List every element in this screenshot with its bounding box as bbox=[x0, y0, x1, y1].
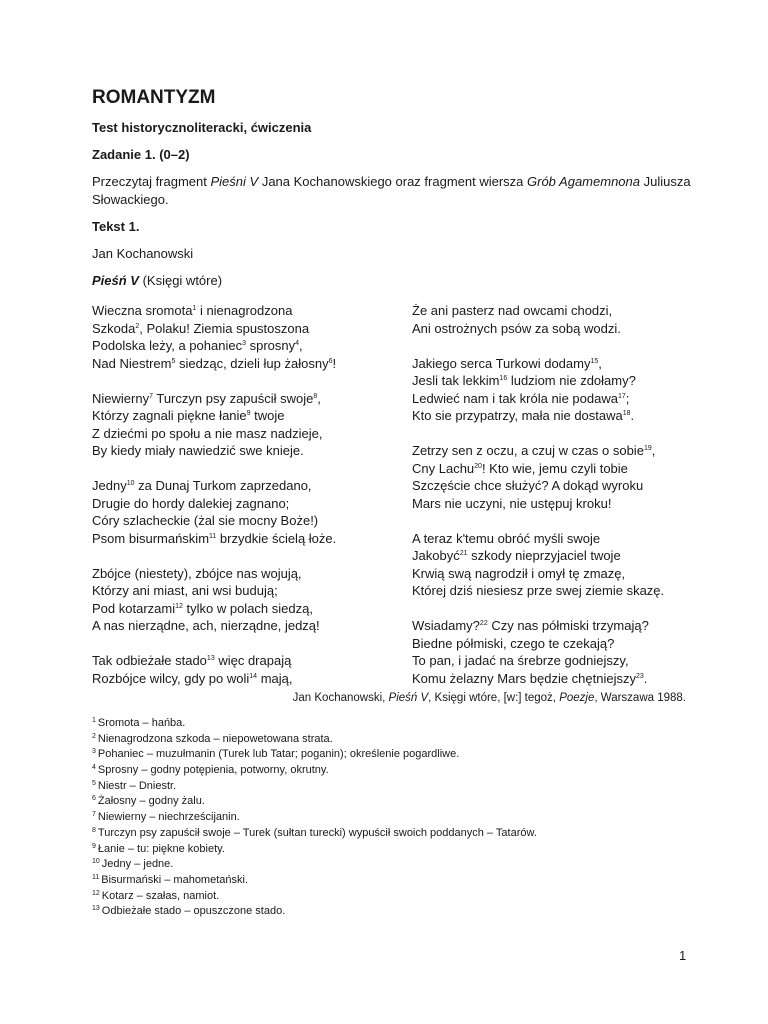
footnote-marker: 13 bbox=[206, 655, 215, 662]
poem-line bbox=[412, 460, 732, 478]
footnote-text: Odbieżałe stado – opuszczone stado. bbox=[101, 905, 286, 918]
poem-column-right bbox=[412, 302, 732, 687]
footnote-marker: 5 bbox=[171, 357, 176, 365]
poem-text: Ledwieć nam i tak króla nie podawa bbox=[412, 390, 618, 406]
poem-text: Podolska leży, a pohaniec bbox=[92, 338, 243, 353]
footnote-number: 12 bbox=[92, 889, 100, 897]
footnote-number: 11 bbox=[92, 873, 100, 881]
poem-text: , bbox=[317, 390, 321, 406]
stanza-break bbox=[412, 512, 732, 530]
poem-text: Jesli tak lekkim bbox=[412, 373, 500, 388]
poem-line bbox=[92, 320, 412, 338]
poem-text: Drugie do hordy dalekiej zagnano; bbox=[92, 495, 290, 511]
poem-text: Komu żelazny Mars będzie chętniejszy bbox=[412, 670, 636, 686]
source-text: , Warszawa 1988. bbox=[594, 692, 686, 704]
poem-text: Rozbójce wilcy, gdy po woli bbox=[92, 670, 250, 686]
poem-text: mają, bbox=[257, 670, 293, 686]
poem-line bbox=[412, 372, 732, 390]
source-work-title: Poezje bbox=[559, 692, 595, 704]
poem-text: Którzy zagnali piękne łanie bbox=[92, 408, 247, 423]
poem-line bbox=[412, 652, 732, 670]
poem-line bbox=[92, 670, 412, 688]
poem-text: , Polaku! Ziemia spustoszona bbox=[139, 320, 310, 336]
document-header bbox=[92, 86, 692, 290]
poem-text: brzydkie ścielą łoże. bbox=[216, 530, 337, 546]
poem-text: Mars nie uczyni, nie ustępuj kroku! bbox=[412, 495, 612, 511]
footnote-marker: 15 bbox=[590, 357, 599, 365]
poem-line bbox=[412, 442, 732, 460]
stanza-break bbox=[412, 600, 732, 618]
footnote-number: 6 bbox=[92, 795, 96, 803]
poem-text: za Dunaj Turkom zaprzedano, bbox=[134, 478, 312, 493]
footnote bbox=[92, 779, 692, 795]
poem-line bbox=[412, 495, 732, 513]
footnote-marker: 9 bbox=[246, 410, 251, 417]
poem-text: siedząc, dzieli łup żałosny bbox=[175, 355, 329, 371]
poem-line bbox=[412, 565, 732, 583]
poem-line bbox=[92, 442, 412, 460]
poem-text: , bbox=[651, 443, 656, 458]
subtitle: Test historycznoliteracki, ćwiczenia bbox=[92, 120, 312, 135]
poem-line bbox=[412, 617, 732, 635]
footnote-marker: 16 bbox=[499, 375, 508, 382]
text-label: Tekst 1. bbox=[92, 219, 140, 234]
poem-text: ; bbox=[625, 390, 630, 406]
poem-text: Krwią swą nagrodził i omył tę zmazę, bbox=[412, 565, 626, 581]
poem-text: Jedny bbox=[92, 478, 127, 493]
footnote-text: Niewierny – niechrześcijanin. bbox=[97, 811, 240, 824]
poem-text: Z dziećmi po społu a nie masz nadzieje, bbox=[92, 425, 323, 441]
poem-text: Jakiego serca Turkowi dodamy bbox=[412, 355, 591, 371]
poem-text: Czy nas półmiski trzymają? bbox=[487, 618, 649, 633]
poem-text: Biedne półmiski, czego te czekają? bbox=[412, 635, 615, 651]
footnote-text: Sprosny – godny potępienia, potworny, okrutny. bbox=[97, 764, 329, 777]
footnote-marker: 20 bbox=[474, 462, 482, 470]
footnote-text: Kotarz – szałas, namiot. bbox=[101, 889, 220, 902]
poem-text: Że ani pasterz nad owcami chodzi, bbox=[412, 303, 613, 318]
footnote-marker: 7 bbox=[149, 392, 153, 400]
poem-text: Którzy ani miast, ani wsi budują; bbox=[92, 583, 278, 598]
poem-line bbox=[92, 407, 412, 425]
poem-line bbox=[412, 635, 732, 653]
poem-line bbox=[92, 337, 412, 355]
footnote bbox=[92, 826, 692, 842]
poem-text: Wsiadamy? bbox=[412, 618, 480, 633]
poem-text: , bbox=[299, 338, 303, 353]
poem-line bbox=[412, 407, 732, 425]
footnote-number: 2 bbox=[92, 732, 96, 740]
poem-text: Ani ostrożnych psów za sobą wodzi. bbox=[412, 320, 621, 336]
poem-text: Niewierny bbox=[92, 390, 150, 406]
footnote-marker: 3 bbox=[242, 340, 246, 347]
footnote-number: 3 bbox=[92, 748, 96, 756]
footnote bbox=[92, 889, 692, 905]
poem-line bbox=[412, 477, 732, 495]
instruction-work-title: Pieśni V bbox=[210, 174, 259, 189]
poem-text: Pod kotarzami bbox=[92, 600, 176, 616]
footnote-marker: 1 bbox=[192, 305, 197, 312]
poem-text: sprosny bbox=[245, 338, 296, 353]
poem-line bbox=[412, 320, 732, 338]
footnote-number: 7 bbox=[92, 811, 96, 819]
poem-line bbox=[92, 565, 412, 583]
poem-line bbox=[92, 425, 412, 443]
stanza-break bbox=[92, 547, 412, 565]
poem-text: ludziom nie zdołamy? bbox=[507, 373, 636, 388]
poem-line bbox=[412, 547, 732, 565]
poem-text: Szkoda bbox=[92, 320, 136, 336]
poem-text: By kiedy miały nawiedzić swe knieje. bbox=[92, 443, 304, 458]
footnote bbox=[92, 810, 692, 826]
poem-line bbox=[92, 355, 412, 373]
footnote-text: Jedny – jedne. bbox=[101, 858, 174, 871]
footnote bbox=[92, 794, 692, 810]
poem-line bbox=[92, 530, 412, 548]
footnote-text: Pohaniec – muzułmanin (Turek lub Tatar; poganin); określenie pogardliwe. bbox=[97, 748, 460, 761]
footnote-text: Łanie – tu: piękne kobiety. bbox=[97, 842, 225, 855]
footnote-text: Bisurmański – mahometański. bbox=[101, 873, 249, 886]
poem-line bbox=[92, 582, 412, 600]
poem-text: Córy szlacheckie (żal sie mocny Boże!) bbox=[92, 513, 319, 528]
poem-text: , bbox=[598, 355, 602, 371]
footnote-marker: 14 bbox=[249, 672, 258, 680]
footnote-text: Niestr – Dniestr. bbox=[97, 779, 177, 792]
footnote bbox=[92, 873, 692, 889]
footnote bbox=[92, 842, 692, 858]
poem-text: Której dziś niesiesz prze swej ziemie skazę. bbox=[412, 583, 665, 598]
footnote-number: 10 bbox=[92, 858, 100, 866]
footnote-number: 13 bbox=[92, 905, 100, 913]
footnote-text: Sromota – hańba. bbox=[97, 717, 186, 729]
poem-line bbox=[412, 355, 732, 373]
task-heading: Zadanie 1. (0–2) bbox=[92, 147, 190, 162]
poem-subtitle: (Księgi wtóre) bbox=[138, 273, 223, 288]
poem-line bbox=[92, 390, 412, 408]
poem-text: A nas nierządne, ach, nierządne, jedzą! bbox=[92, 618, 320, 633]
poem-text: . bbox=[643, 670, 648, 686]
page-title: ROMANTYZM bbox=[92, 87, 216, 108]
source-work-title: Pieśń V bbox=[388, 692, 429, 704]
poem-text: Nad Niestrem bbox=[92, 355, 172, 371]
poem-text: To pan, i jadać na śrebrze godniejszy, bbox=[412, 653, 629, 668]
poem-column-left bbox=[92, 302, 412, 687]
footnote-marker: 2 bbox=[135, 322, 140, 330]
footnote-marker: 11 bbox=[209, 532, 217, 540]
poem-author: Jan Kochanowski bbox=[92, 246, 194, 261]
footnote bbox=[92, 904, 692, 920]
poem-line bbox=[412, 302, 732, 320]
footnote-marker: 19 bbox=[643, 445, 652, 452]
poem-text: ! bbox=[332, 355, 337, 371]
poem-line bbox=[412, 530, 732, 548]
poem-title: Pieśń V bbox=[92, 273, 139, 288]
footnote-marker: 18 bbox=[622, 410, 631, 417]
poem-text: Tak odbieżałe stado bbox=[92, 653, 207, 668]
poem-text: Cny Lachu bbox=[412, 460, 475, 476]
footnote bbox=[92, 716, 692, 732]
poem-text: Jakobyć bbox=[412, 548, 460, 563]
footnote bbox=[92, 763, 692, 779]
poem-text: Wieczna sromota bbox=[92, 303, 193, 318]
stanza-break bbox=[92, 372, 412, 390]
poem-text: Kto sie przypatrzy, mała nie dostawa bbox=[412, 408, 623, 423]
footnote bbox=[92, 747, 692, 763]
footnote-number: 1 bbox=[92, 717, 96, 724]
poem-text: więc drapają bbox=[214, 653, 292, 668]
footnote-text: Nienagrodzona szkoda – niepowetowana strata. bbox=[97, 732, 333, 745]
poem-line bbox=[92, 512, 412, 530]
poem-line bbox=[412, 390, 732, 408]
poem-line bbox=[412, 670, 732, 688]
poem-line bbox=[92, 302, 412, 320]
instruction-work-title: Grób Agamemnona bbox=[527, 174, 640, 189]
stanza-break bbox=[412, 425, 732, 443]
instruction-text: Jana Kochanowskiego oraz fragment wiersza bbox=[258, 174, 528, 189]
footnote-marker: 8 bbox=[313, 392, 318, 400]
poem-text: . bbox=[630, 408, 635, 423]
footnote-marker: 22 bbox=[479, 620, 488, 627]
footnote-text: Turczyn psy zapuścił swoje – Turek (sułtan turecki) wypuścił swoich poddanych – Tatarów. bbox=[97, 826, 537, 839]
footnote-marker: 23 bbox=[636, 672, 644, 680]
poem-text: Zetrzy sen z oczu, a czuj w czas o sobie bbox=[412, 443, 644, 458]
poem-text: Zbójce (niestety), zbójce nas wojują, bbox=[92, 565, 302, 581]
footnote bbox=[92, 732, 692, 748]
poem-text: ! Kto wie, jemu czyli tobie bbox=[481, 460, 628, 476]
poem-line bbox=[92, 617, 412, 635]
stanza-break bbox=[92, 460, 412, 478]
poem-heading bbox=[92, 272, 692, 290]
footnote-marker: 6 bbox=[328, 357, 333, 365]
poem-text: i nienagrodzona bbox=[196, 303, 293, 318]
footnote-number: 4 bbox=[92, 764, 96, 772]
poem-line bbox=[412, 582, 732, 600]
poem-line bbox=[92, 600, 412, 618]
poem-line bbox=[92, 652, 412, 670]
instruction-text: Przeczytaj fragment bbox=[92, 174, 211, 189]
poem-text: Psom bisurmańskim bbox=[92, 530, 210, 546]
instruction-text: Juliusza Słowackiego. bbox=[92, 174, 691, 207]
footnote-text: Żałosny – godny żalu. bbox=[97, 795, 205, 808]
page-number: 1 bbox=[679, 948, 687, 963]
poem-line bbox=[92, 477, 412, 495]
poem-text: szkody nieprzyjaciel twoje bbox=[467, 548, 621, 563]
poem-text: twoje bbox=[250, 408, 285, 423]
poem-text: A teraz k'temu obróć myśli swoje bbox=[412, 530, 601, 546]
stanza-break bbox=[92, 635, 412, 653]
footnote-number: 5 bbox=[92, 779, 96, 787]
source-citation bbox=[92, 690, 686, 706]
footnote-marker: 10 bbox=[126, 480, 135, 487]
poem-text: Turczyn psy zapuścił swoje bbox=[152, 390, 314, 406]
footnote-marker: 12 bbox=[175, 602, 183, 610]
stanza-break bbox=[412, 337, 732, 355]
footnote bbox=[92, 857, 692, 873]
poem-text: tylko w polach siedzą, bbox=[182, 600, 313, 616]
footnote-number: 8 bbox=[92, 826, 96, 834]
instruction bbox=[92, 173, 692, 209]
source-text: Jan Kochanowski, bbox=[292, 692, 389, 704]
poem-line bbox=[92, 495, 412, 513]
footnote-number: 9 bbox=[92, 842, 96, 850]
source-text: , Księgi wtóre, [w:] tegoż, bbox=[428, 692, 560, 704]
footnote-marker: 21 bbox=[459, 550, 468, 557]
footnote-marker: 17 bbox=[617, 392, 626, 400]
poem-text: Szczęście chce służyć? A dokąd wyroku bbox=[412, 478, 644, 493]
footnote-marker: 4 bbox=[295, 340, 300, 347]
footnotes bbox=[92, 716, 692, 920]
